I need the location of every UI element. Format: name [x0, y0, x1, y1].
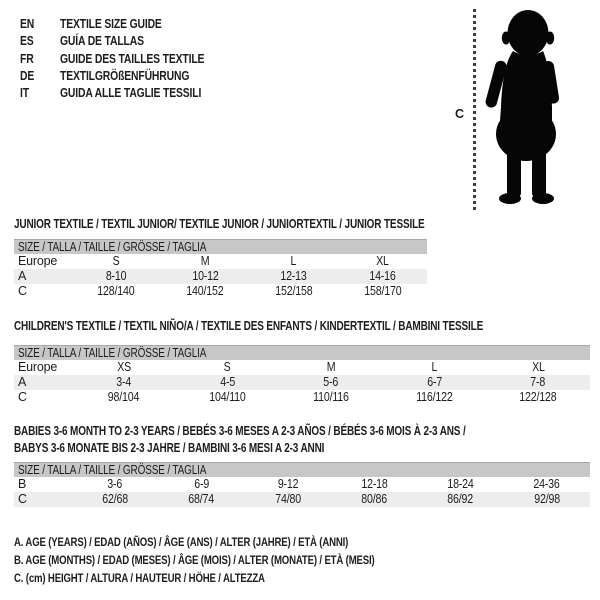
language-row: [20, 84, 240, 101]
table-cell: 140/152: [186, 284, 224, 298]
language-label: GUIDE DES TAILLES TEXTILE: [60, 50, 205, 66]
table-cell: 12-18: [360, 477, 388, 491]
table-cell: 116/122: [416, 390, 453, 404]
table-cell: 128/140: [97, 284, 135, 298]
table-cell: S: [112, 254, 120, 268]
table-cell: XL: [531, 360, 545, 374]
table-row: [14, 390, 590, 405]
table-cell: 7-8: [530, 375, 546, 389]
table-cell: 110/116: [313, 390, 349, 404]
table-cell: 86/92: [447, 492, 474, 506]
size-header-row: [14, 346, 590, 361]
table-cell: 10-12: [191, 269, 219, 283]
table-cell: 74/80: [274, 492, 301, 506]
table-cell: 104/110: [209, 390, 246, 404]
table-cell: 158/170: [364, 284, 402, 298]
babies-title-line1: BABIES 3-6 MONTH TO 2-3 YEARS / BEBÉS 3-6 MESES A 2-3 AÑOS / BÉBÉS 3-6 MOIS À 2-3 ANS /: [14, 424, 466, 438]
table-cell: 24-36: [533, 477, 560, 491]
table-cell: 80/86: [361, 492, 388, 506]
table-cell: 12-13: [280, 269, 308, 283]
language-label: GUÍA DE TALLAS: [60, 33, 144, 49]
table-row: [14, 360, 590, 375]
size-header-row: [14, 240, 427, 255]
size-header-cell: SIZE / TALLA / TAILLE / GRÖSSE / TAGLIA: [14, 463, 590, 478]
table-cell: L: [290, 254, 297, 268]
language-code: IT: [20, 85, 29, 101]
row-label: C: [18, 492, 27, 506]
table-cell: S: [223, 360, 231, 374]
footnote-b: B. AGE (MONTHS) / EDAD (MESES) / ÂGE (MOIS) / ALTER (MONATE) / ETÀ (MESI): [14, 553, 375, 567]
table-cell: 8-10: [106, 269, 127, 283]
row-label: C: [18, 284, 27, 298]
table-cell: L: [431, 360, 438, 374]
row-label: C: [18, 390, 27, 404]
table-cell: M: [326, 360, 336, 374]
table-cell: M: [200, 254, 210, 268]
row-label: B: [18, 477, 27, 491]
footnote-c: C. (cm) HEIGHT / ALTURA / HAUTEUR / HÖHE / ALTEZZA: [14, 571, 265, 585]
table-cell: 122/128: [519, 390, 557, 404]
row-label: A: [18, 269, 27, 283]
language-row: [20, 15, 240, 32]
language-label: TEXTILGRÖßENFÜHRUNG: [60, 67, 190, 83]
size-header-cell: SIZE / TALLA / TAILLE / GRÖSSE / TAGLIA: [14, 240, 427, 255]
babies-table-title: [14, 423, 578, 457]
language-code: EN: [20, 16, 35, 31]
children-size-table: [14, 345, 590, 405]
table-row: [14, 269, 427, 284]
language-code: ES: [20, 33, 34, 49]
table-cell: 9-12: [277, 477, 299, 491]
language-row: [20, 67, 240, 84]
table-row: [14, 284, 427, 299]
table-cell: 6-7: [427, 375, 443, 389]
footnote-a: A. AGE (YEARS) / EDAD (AÑOS) / ÂGE (ANS) / ALTER (JAHRE) / ETÀ (ANNI): [14, 535, 349, 549]
table-row: [14, 254, 427, 269]
table-cell: 4-5: [219, 375, 235, 389]
junior-size-table: [14, 239, 427, 299]
table-cell: 92/98: [533, 492, 560, 506]
height-measure-dotted-line: [473, 9, 476, 210]
size-header-cell: SIZE / TALLA / TAILLE / GRÖSSE / TAGLIA: [14, 346, 590, 361]
row-label: Europe: [18, 360, 58, 374]
table-cell: 3-6: [107, 477, 123, 491]
row-label: A: [18, 375, 27, 389]
language-code: DE: [20, 67, 35, 83]
table-cell: 6-9: [194, 477, 209, 491]
table-cell: XS: [116, 360, 131, 374]
table-cell: 152/158: [275, 284, 313, 298]
table-row: [14, 492, 590, 507]
table-cell: 62/68: [102, 492, 129, 506]
size-header-row: [14, 463, 590, 478]
row-label: Europe: [18, 254, 58, 268]
language-label: GUIDA ALLE TAGLIE TESSILI: [60, 85, 202, 101]
table-row: [14, 375, 590, 390]
children-table-title: CHILDREN'S TEXTILE / TEXTIL NIÑO/A / TEXTILE DES ENFANTS / KINDERTEXTIL / BAMBINI TESSILE: [14, 319, 484, 333]
table-cell: 5-6: [323, 375, 339, 389]
junior-table-title: JUNIOR TEXTILE / TEXTIL JUNIOR/ TEXTILE JUNIOR / JUNIORTEXTIL / JUNIOR TESSILE: [14, 217, 425, 231]
table-row: [14, 477, 590, 492]
language-label: TEXTILE SIZE GUIDE: [60, 16, 162, 31]
table-cell: 3-4: [116, 375, 132, 389]
language-code: FR: [20, 50, 34, 66]
language-row: [20, 50, 240, 67]
babies-size-table: [14, 462, 590, 507]
height-measure-label: C: [455, 107, 465, 121]
toddler-silhouette-icon: [480, 6, 570, 208]
table-cell: 98/104: [108, 390, 140, 404]
footnotes: [14, 533, 465, 587]
table-cell: 68/74: [188, 492, 215, 506]
table-cell: 14-16: [369, 269, 396, 283]
language-list: [20, 15, 240, 101]
babies-title-line2: BABYS 3-6 MONATE BIS 2-3 JAHRE / BAMBINI 3-6 MESI A 2-3 ANNI: [14, 441, 325, 455]
table-cell: XL: [376, 254, 389, 268]
table-cell: 18-24: [447, 477, 474, 491]
language-row: [20, 32, 240, 49]
